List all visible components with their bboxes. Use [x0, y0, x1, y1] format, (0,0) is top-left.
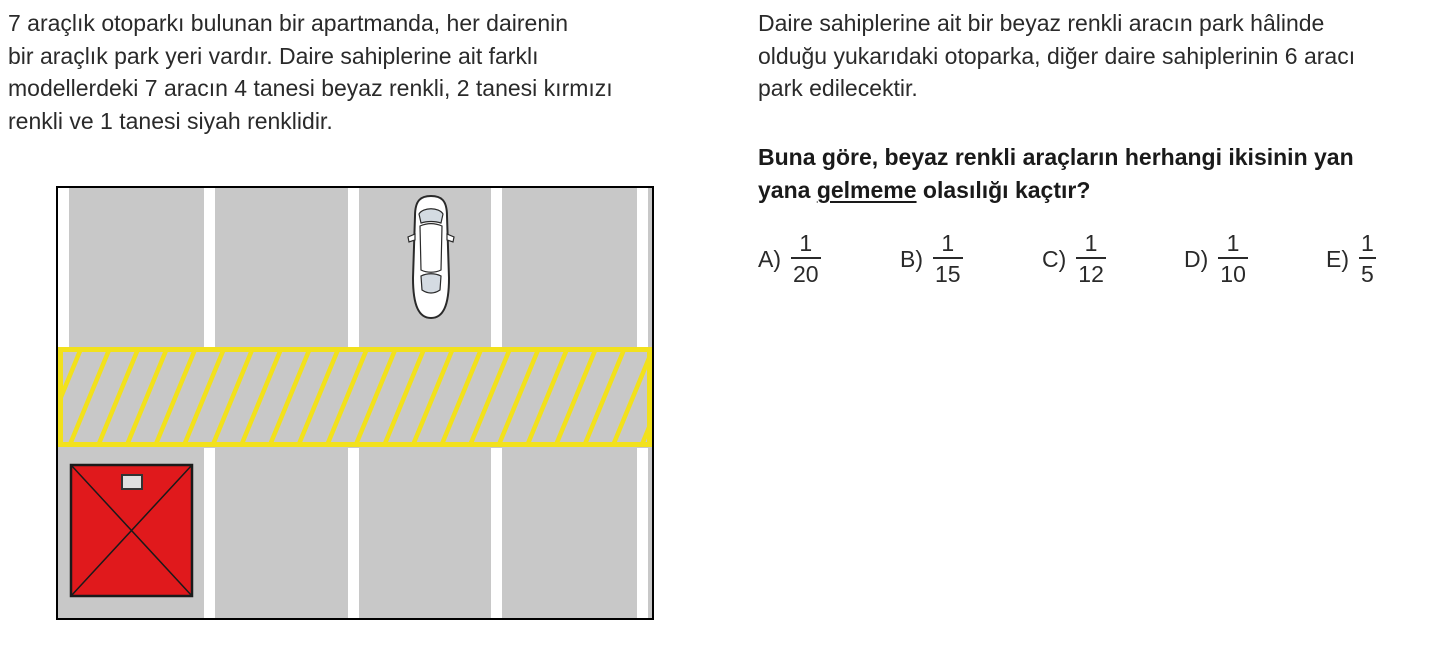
- choice-fraction: [791, 229, 821, 289]
- car-roof: [420, 224, 442, 273]
- choice-fraction: [1076, 229, 1106, 289]
- choice-fraction: [1359, 229, 1376, 289]
- space-line: [348, 188, 359, 349]
- choice-letter: E): [1326, 245, 1349, 272]
- choice-letter: C): [1042, 245, 1067, 272]
- fraction-numerator: 1: [799, 230, 813, 256]
- fraction-denominator: 20: [793, 261, 819, 287]
- question-line-2-end: olasılığı kaçtır?: [916, 177, 1091, 203]
- fraction-numerator: 1: [1226, 230, 1240, 256]
- question-text: [758, 141, 1354, 207]
- choice-c[interactable]: [1042, 226, 1106, 292]
- choice-e[interactable]: [1326, 226, 1376, 292]
- fraction-denominator: 5: [1361, 261, 1374, 287]
- space-line: [204, 188, 215, 349]
- choice-fraction: [1218, 229, 1248, 289]
- answer-choices: [758, 226, 1418, 296]
- white-car: [408, 196, 454, 318]
- intro-line: 7 araçlık otoparkı bulunan bir apartmanda, her dairenin: [8, 10, 569, 36]
- space-line: [491, 188, 502, 349]
- intro-line: modellerdeki 7 aracın 4 tanesi beyaz renkli, 2 tanesi kırmızı: [8, 75, 613, 101]
- intro-line: bir araçlık park yeri vardır. Daire sahiplerine ait farklı: [8, 42, 539, 69]
- context-paragraph: [758, 7, 1355, 105]
- question-line-2-start: yana: [758, 177, 817, 203]
- context-line: park edilecektir.: [758, 75, 918, 101]
- context-line: olduğu yukarıdaki otoparka, diğer daire sahiplerinin 6 aracı: [758, 42, 1356, 69]
- choice-letter: A): [758, 245, 781, 272]
- fraction-denominator: 15: [935, 261, 961, 287]
- choice-letter: B): [900, 245, 923, 272]
- context-line: Daire sahiplerine ait bir beyaz renkli aracın park hâlinde: [758, 10, 1325, 36]
- intro-paragraph: [8, 7, 613, 137]
- choice-b[interactable]: [900, 226, 963, 292]
- space-line: [204, 448, 215, 618]
- space-line: [637, 188, 648, 349]
- choice-a[interactable]: [758, 226, 821, 292]
- parking-lot-diagram: [54, 184, 656, 622]
- space-line: [637, 448, 648, 618]
- fraction-denominator: 10: [1220, 261, 1246, 287]
- space-line: [348, 448, 359, 618]
- car-windshield: [419, 209, 443, 223]
- space-line: [58, 188, 69, 349]
- intro-line: renkli ve 1 tanesi siyah renklidir.: [8, 107, 333, 134]
- kiosk-vent: [122, 475, 142, 489]
- choice-letter: D): [1184, 245, 1209, 272]
- question-line-1: Buna göre, beyaz renkli araçların herhangi ikisinin yan: [758, 144, 1354, 170]
- red-kiosk: [71, 465, 192, 596]
- fraction-numerator: 1: [1361, 230, 1374, 256]
- space-line: [491, 448, 502, 618]
- fraction-numerator: 1: [941, 230, 955, 256]
- choice-d[interactable]: [1184, 226, 1248, 292]
- car-rear-window: [421, 274, 441, 293]
- underlined-word: gelmeme: [816, 177, 917, 203]
- choice-fraction: [933, 229, 963, 289]
- fraction-numerator: 1: [1084, 230, 1098, 256]
- fraction-denominator: 12: [1078, 261, 1104, 287]
